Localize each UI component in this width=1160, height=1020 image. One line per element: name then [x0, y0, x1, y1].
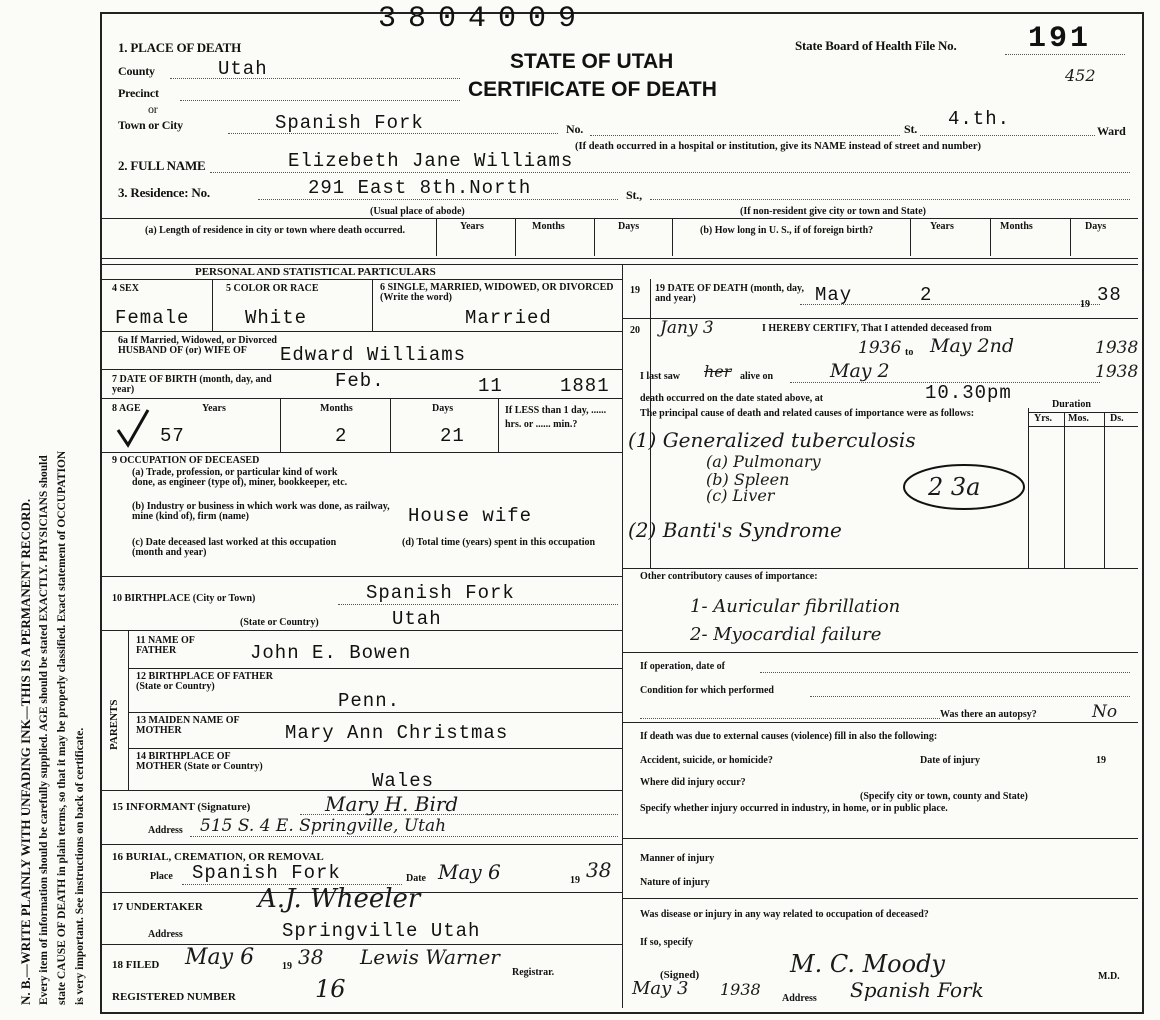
death-occurred-label: death occurred on the date stated above, at	[640, 393, 824, 404]
or-label: or	[148, 102, 158, 116]
birth-year: 1881	[560, 375, 610, 397]
burial-date: May 6	[438, 860, 501, 884]
disease-label: Was disease or injury in any way related to occupation of deceased?	[640, 909, 929, 920]
last-saw-label: I last saw	[640, 371, 681, 382]
occupation-c-label: (c) Date deceased last worked at this occupation (month and year)	[132, 537, 337, 558]
burial-date-label: Date	[406, 873, 426, 884]
duration-ds: Ds.	[1110, 413, 1124, 424]
stamp-number: 3804009	[378, 2, 589, 36]
certify-to-label: to	[905, 347, 914, 358]
last-saw-her: her	[704, 362, 732, 381]
autopsy-value: No	[1092, 702, 1118, 722]
undertaker-signature: A.J. Wheeler	[258, 884, 421, 914]
file-no-value: 191	[1028, 22, 1092, 56]
age-less-label: If LESS than 1 day, ...... hrs. or ...... min.?	[505, 405, 607, 430]
len-days-label: Days	[618, 221, 640, 232]
len-months-label: Months	[532, 221, 565, 232]
town-value: Spanish Fork	[275, 112, 424, 134]
side-note-1: N. B.—WRITE PLAINLY WITH UNFADING INK—THIS IS A PERMANENT RECORD.	[18, 498, 33, 1005]
cause-1c: (c) Liver	[706, 486, 775, 505]
condition-label: Condition for which performed	[640, 685, 774, 696]
manner-label: Manner of injury	[640, 853, 715, 864]
age-years: 57	[160, 425, 185, 447]
file-no-sub: 452	[1065, 66, 1096, 85]
mother-birthplace-label: 14 BIRTHPLACE OF MOTHER (State or Country)	[136, 751, 263, 772]
death-month: May	[815, 284, 853, 306]
external-label: If death was due to external causes (violence) fill in also the following:	[640, 731, 938, 742]
other-cause-1: 1- Auricular fibrillation	[690, 596, 901, 617]
hospital-note: (If death occurred in a hospital or institution, give its NAME instead of street and number)	[575, 141, 982, 152]
signed-address: Spanish Fork	[850, 978, 984, 1002]
undertaker-address-label: Address	[148, 929, 183, 940]
informant-address: 515 S. 4 E. Springville, Utah	[200, 816, 447, 836]
age-label: 8 AGE	[112, 403, 141, 414]
certify-to-year: 1938	[1095, 338, 1139, 358]
registrar-signature: Lewis Warner	[360, 945, 500, 969]
signed-label: (Signed)	[660, 969, 700, 981]
informant-signature: Mary H. Bird	[325, 792, 459, 816]
us-days-label: Days	[1085, 221, 1107, 232]
occupation-d-label: (d) Total time (years) spent in this occupation	[402, 537, 596, 548]
cause-1b: (b) Spleen	[706, 470, 790, 489]
accident-label: Accident, suicide, or homicide?	[640, 755, 773, 766]
us-residence-label: (b) How long in U. S., if of foreign birth?	[700, 225, 874, 236]
principal-cause-label: The principal cause of death and related causes of importance were as follows:	[640, 408, 975, 419]
certify-from-date: Jany 3	[660, 318, 714, 338]
marital-value: Married	[465, 307, 552, 329]
last-saw-year: 1938	[1095, 362, 1139, 382]
us-years-label: Years	[930, 221, 954, 232]
title-state: STATE OF UTAH	[510, 50, 674, 73]
burial-year-prefix: 19	[570, 875, 580, 886]
occupation-a-label: (a) Trade, profession, or particular kind of work done, as engineer (type of), miner, bookkeeper, etc.	[132, 467, 348, 488]
nonresident-note: (If non-resident give city or town and State)	[740, 206, 927, 217]
death-year: 38	[1097, 284, 1122, 306]
filed-year-prefix: 19	[282, 961, 292, 972]
side-note-2: Every item of information should be carefully supplied. AGE should be stated EXACTLY. PHYSICIANS should	[38, 455, 50, 1005]
usual-abode-note: (Usual place of abode)	[370, 206, 465, 217]
burial-label: 16 BURIAL, CREMATION, OR REMOVAL	[112, 851, 324, 863]
certify-text: I HEREBY CERTIFY, That I attended deceased from	[762, 323, 992, 334]
spouse-value: Edward Williams	[280, 344, 467, 366]
birthplace-state: Utah	[392, 608, 442, 630]
birth-month: Feb.	[335, 370, 385, 392]
sex-label: 4 SEX	[112, 283, 139, 294]
mother-value: Mary Ann Christmas	[285, 722, 509, 744]
len-years-label: Years	[460, 221, 484, 232]
age-months-label: Months	[320, 403, 353, 414]
precinct-label: Precinct	[118, 86, 159, 100]
place-heading: 1. PLACE OF DEATH	[118, 40, 241, 55]
certify-to-date: May 2nd	[930, 335, 1015, 357]
last-saw-date: May 2	[830, 360, 890, 382]
length-residence-label: (a) Length of residence in city or town where death occurred.	[145, 225, 406, 236]
father-label: 11 NAME OF FATHER	[136, 635, 195, 656]
filed-date: May 6	[185, 945, 255, 970]
no-label: No.	[566, 122, 584, 136]
birthplace-label: 10 BIRTHPLACE (City or Town)	[112, 593, 256, 604]
certify-from-year: 1936	[858, 338, 902, 358]
side-note-3: state CAUSE OF DEATH in plain terms, so that it may be properly classified. Exact statement of OCCUPATION	[56, 450, 68, 1005]
age-months: 2	[335, 425, 348, 447]
birthplace-city: Spanish Fork	[366, 582, 515, 604]
undertaker-address: Springville Utah	[282, 920, 481, 942]
informant-address-label: Address	[148, 825, 183, 836]
residence-value: 291 East 8th.North	[308, 177, 532, 199]
mother-label: 13 MAIDEN NAME OF MOTHER	[136, 715, 240, 736]
full-name-label: 2. FULL NAME	[118, 158, 206, 173]
side-note-4: is very important. See instructions on back of certificate.	[74, 727, 86, 1005]
father-birthplace-label: 12 BIRTHPLACE OF FATHER (State or Country)	[136, 671, 273, 692]
us-months-label: Months	[1000, 221, 1033, 232]
certify-num: 20	[630, 325, 640, 336]
sex-value: Female	[115, 307, 190, 329]
filed-year: 38	[298, 945, 324, 969]
death-date-num: 19	[630, 285, 640, 296]
death-day: 2	[920, 284, 933, 306]
injury-year-prefix: 19	[1096, 755, 1106, 766]
nature-label: Nature of injury	[640, 877, 710, 888]
cause-1: (1) Generalized tuberculosis	[628, 428, 916, 452]
burial-place-label: Place	[150, 871, 173, 882]
town-label: Town or City	[118, 118, 183, 132]
marital-label: 6 SINGLE, MARRIED, WIDOWED, OR DIVORCED (Write the word)	[380, 282, 614, 303]
parents-side-label: PARENTS	[108, 699, 120, 750]
occupation-b-value: House wife	[408, 505, 533, 527]
father-birthplace-value: Penn.	[338, 690, 401, 712]
spouse-label: 6a If Married, Widowed, or Divorced HUSBAND OF (or) WIFE OF	[118, 335, 277, 356]
county-value: Utah	[218, 58, 268, 80]
cause-1a: (a) Pulmonary	[706, 452, 821, 471]
death-year-prefix: 19	[1080, 299, 1090, 310]
undertaker-label: 17 UNDERTAKER	[112, 901, 203, 913]
color-value: White	[245, 307, 308, 329]
st-label: St.	[904, 122, 918, 136]
age-days-label: Days	[432, 403, 454, 414]
birth-label: 7 DATE OF BIRTH (month, day, and year)	[112, 374, 272, 395]
where-label: Where did injury occur?	[640, 777, 746, 788]
title-certificate: CERTIFICATE OF DEATH	[468, 78, 717, 101]
full-name-value: Elizebeth Jane Williams	[288, 150, 574, 172]
duration-label: Duration	[1052, 399, 1091, 410]
birthplace-state-label: (State or Country)	[240, 617, 319, 628]
date-injury-label: Date of injury	[920, 755, 980, 766]
autopsy-label: Was there an autopsy?	[940, 709, 1037, 720]
if-so-label: If so, specify	[640, 937, 694, 948]
county-label: County	[118, 64, 155, 78]
personal-heading: PERSONAL AND STATISTICAL PARTICULARS	[195, 266, 436, 278]
md-label: M.D.	[1098, 971, 1120, 982]
father-value: John E. Bowen	[250, 642, 412, 664]
ward-label: Ward	[1097, 124, 1126, 138]
signed-address-label: Address	[782, 993, 817, 1004]
specify-industry-label: Specify whether injury occurred in industry, in home, or in public place.	[640, 803, 948, 814]
color-label: 5 COLOR OR RACE	[226, 283, 319, 294]
death-time: 10.30pm	[925, 382, 1012, 404]
mother-birthplace-value: Wales	[372, 770, 435, 792]
operation-label: If operation, date of	[640, 661, 725, 672]
signed-year: 1938	[720, 980, 761, 999]
duration-value: 2 3a	[928, 473, 981, 501]
registered-number: 16	[315, 975, 346, 1003]
duration-yrs: Yrs.	[1034, 413, 1053, 424]
residence-st-label: St.,	[626, 188, 642, 202]
occupation-b-label: (b) Industry or business in which work was done, as railway, mine (kind of), firm (name)	[132, 501, 390, 522]
occupation-label: 9 OCCUPATION OF DECEASED	[112, 455, 260, 466]
ward-value: 4.th.	[948, 108, 1011, 130]
registrar-label: Registrar.	[512, 967, 555, 978]
cause-2: (2) Banti's Syndrome	[628, 518, 842, 542]
duration-mos: Mos.	[1068, 413, 1089, 424]
burial-year: 38	[586, 858, 612, 882]
alive-on-label: alive on	[740, 371, 774, 382]
age-years-label: Years	[202, 403, 226, 414]
registered-number-label: REGISTERED NUMBER	[112, 991, 236, 1003]
residence-label: 3. Residence: No.	[118, 185, 210, 200]
informant-label: 15 INFORMANT (Signature)	[112, 801, 251, 813]
filed-label: 18 FILED	[112, 959, 160, 971]
birth-day: 11	[478, 375, 503, 397]
file-no-label: State Board of Health File No.	[795, 38, 957, 53]
burial-place: Spanish Fork	[192, 862, 341, 884]
other-causes-label: Other contributory causes of importance:	[640, 571, 818, 582]
signed-date: May 3	[632, 978, 689, 999]
specify-city-label: (Specify city or town, county and State)	[860, 791, 1028, 802]
physician-signature: M. C. Moody	[790, 950, 945, 978]
death-date-label: 19 DATE OF DEATH (month, day, and year)	[655, 283, 804, 304]
other-cause-2: 2- Myocardial failure	[690, 624, 882, 645]
age-days: 21	[440, 425, 465, 447]
